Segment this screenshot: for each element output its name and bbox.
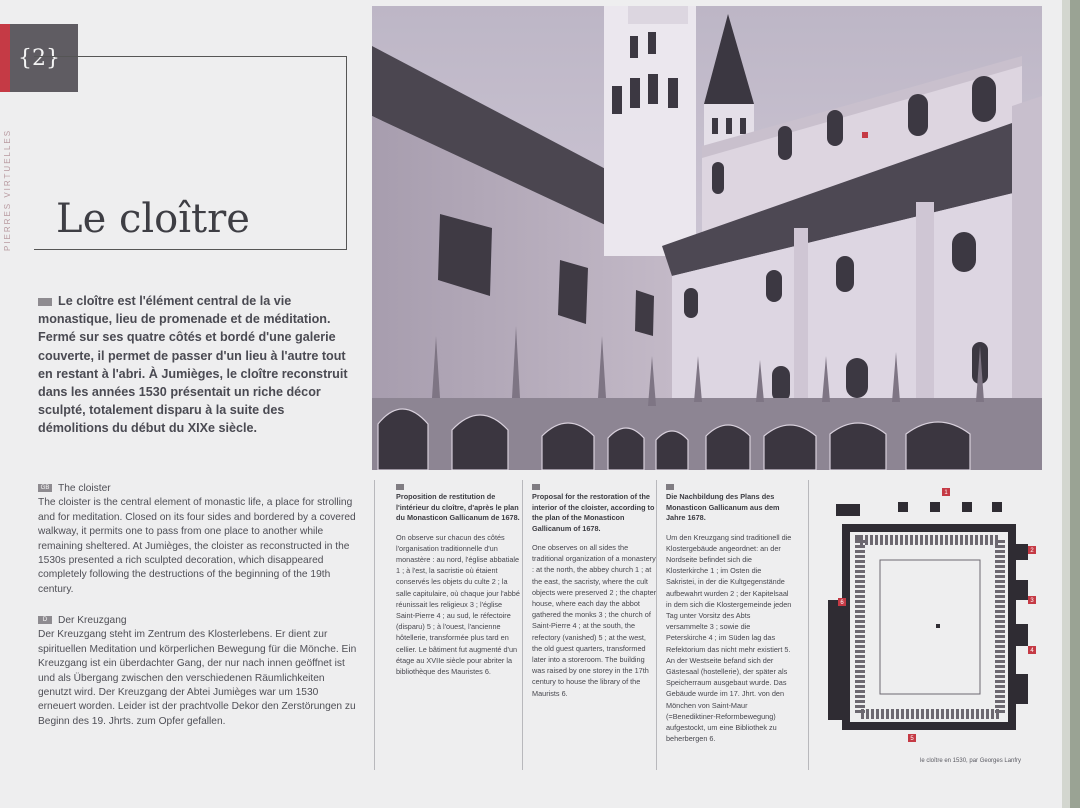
plan-label-5: 5 [910, 736, 914, 742]
column-divider [808, 480, 809, 770]
column-divider [522, 480, 523, 770]
german-title: Der Kreuzgang [58, 615, 127, 626]
french-column [396, 484, 522, 677]
french-column-marker-icon [396, 484, 404, 490]
french-marker-icon [38, 298, 52, 306]
plan-label-4: 4 [1030, 648, 1034, 654]
plan-label-3: 3 [1030, 598, 1034, 604]
column-divider [374, 480, 375, 770]
english-marker-icon: GB [38, 484, 52, 492]
german-column-marker-icon [666, 484, 674, 490]
english-body: The cloister is the central element of monastic life, a place for strolling and for meditation. Closed on its four sides and bordered by a covered walkway, it permits one to pass from one place to another while remaining sheltered. At Jumièges, the cloister as reconstructed in the 1530s presented a rich sculpted decoration, which disappeared completely following the destructions of the beginning of the 19th century. [38, 497, 356, 595]
cloister-reconstruction-image [372, 6, 1042, 470]
german-body: Der Kreuzgang steht im Zentrum des Klosterlebens. Er dient zur spirituellen Meditation und körperlichen Bewegung für die Mönche. Ein Kreuzgang ist ein überdachter Gang, der nur nach innen geöffnet ist und als Übergang zwischen den verschiedenen Räumlichkeiten genutzt wird. Der Kreuzgang der Abtei Jumièges war um 1530 erneuert worden. Leider ist der prachtvolle Dekor den Zerstörungen zu Beginn des 19. Jhrts. zum Opfer gefallen. [38, 629, 357, 727]
plan-label-6: 6 [840, 600, 844, 606]
series-label: PIERRES VIRTUELLES [3, 128, 12, 252]
french-column-body: On observe sur chacun des côtés l'organisation traditionnelle d'un monastère : au nord, l'église abbatiale 1 ; à l'est, la sacristie où étaient conservés les objets du culte 2 ; la salle capitulaire, où chaque jour l'abbé réunissait les religieux 3 ; l'église Saint-Pierre 4 ; au sud, le réfectoire (disparu) 5 ; à l'ouest, l'ancienne hôtellerie, transformée plus tard en cellier. Le bâtiment fut augmenté d'un étage au XVIIe siècle pour abriter la bibliothèque des Mauristes 6. [396, 532, 520, 676]
floor-plan-icon [820, 484, 1042, 748]
german-column-title: Die Nachbildung des Plans des Monasticon Gallicanum aus dem Jahre 1678. [666, 492, 780, 522]
english-column-marker-icon [532, 484, 540, 490]
english-column-title: Proposal for the restoration of the interior of the cloister, according to the plan of the Monasticon Gallicanum of 1678. [532, 492, 655, 533]
french-column-title: Proposition de restitution de l'intérieur du cloître, d'après le plan du Monasticon Gallicanum de 1678. [396, 492, 520, 522]
german-column-body: Um den Kreuzgang sind traditionell die Klostergebäude angeordnet: an der Nordseite befindet sich die Klosterkirche 1 ; im Osten die Sakristei, in der die Kultgegenstände aufbewahrt wurden 2 ; der Kapitelsaal in dem sich die Klostergemeinde jeden Tag unter Vorsitz des Abts versammelte 3 ; sowie die Peterskirche 4 ; im Süden lag das Refektorium das nicht mehr existiert 5. An der Westseite befand sich der Gästesaal (hostellerie), der später als Speicherraum ausgebaut wurde. Das Gebäude wurde im 17. Jhrt. von den Mönchen von Saint-Maur (=Benediktiner-Reformbewegung) aufgestockt, um eine Bibliothek zu beherbergen 6. [666, 532, 792, 744]
page-title: Le cloître [56, 196, 250, 242]
intro-text: Le cloître est l'élément central de la vie monastique, lieu de promenade et de méditation. Fermé sur ses quatre côtés et bordé d'une galerie couverte, il permet de passer d'un lieu à l'autre tout en restant à l'abri. À Jumièges, le cloître reconstruit dans les années 1530 présentait un riche décor sculpté, totalement disparu à la suite des démolitions du début du XIXe siècle. [38, 294, 348, 436]
german-section [38, 614, 358, 729]
english-column [532, 484, 658, 699]
english-column-body: One observes on all sides the traditional organization of a monastery : at the north, the abbey church 1 ; at the east, the sacristy, where the cult objects were preserved 2 ; the chapter house, where each day the abbot gathered the monks 3 ; the church of Saint-Pierre 4 ; at the south, the refectory (vanished) 5 ; at the west, the old guest quarters, transformed later into a storeroom. The building was raised by one storey in the 17th century to house the library of the Maurists 6. [532, 543, 657, 698]
english-section [38, 482, 358, 597]
panel-number: {2} [0, 24, 78, 92]
plan-caption: le cloître en 1530, par Georges Lanfry [920, 758, 1022, 764]
cloister-floor-plan [820, 484, 1042, 748]
plan-label-2: 2 [1030, 548, 1034, 554]
german-column [666, 484, 792, 744]
plan-label-1: 1 [944, 490, 948, 496]
german-marker-icon: D [38, 616, 52, 624]
english-title: The cloister [58, 483, 111, 494]
cloister-illustration-icon [372, 6, 1042, 470]
panel-number-accent [0, 24, 10, 92]
